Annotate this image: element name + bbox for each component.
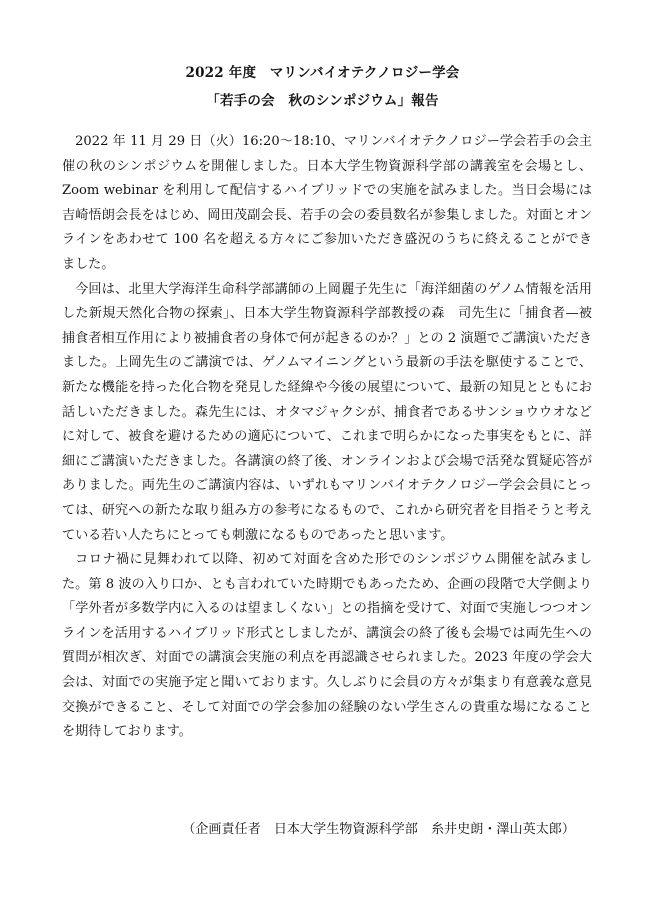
paragraph-lectures: 今回は、北里大学海洋生命科学部講師の上岡麗子先生に「海洋細菌のゲノム情報を活用した新規天然化合物の探索」、日本大学生物資源科学部教授の森 司先生に「捕食者—被捕食者相互作用により被捕食者の身体で何が起きるのか？」との 2 演題でご講演いただきました。上岡先生のご講演では、ゲノムマイニングという最新の手法を駆使することで、新たな機能を持った化合物を発見した経緯や今後の展望について、最新の知見とともにお話しいただきました。森先生には、オタマジャクシが、捕食者であるサンショウウオなどに対して、被食を避けるための適応について、これまで明らかになった事実をもとに、詳細にご講演いただきました。各講演の終了後、オンラインおよび会場で活発な質疑応答がありました。両先生のご講演内容は、いずれもマリンバイオテクノロジー学会会員にとっては、研究への新たな取り組み方の参考になるもので、これから研究者を目指そうと考えている若い人たちにとっても刺激になるものであったと思います。: [62, 281, 592, 543]
report-title-line-1: 2022 年度 マリンバイオテクノロジー学会: [185, 65, 460, 81]
report-body: [62, 130, 592, 745]
paragraph-reflection: コロナ禍に見舞われて以降、初めて対面を含めた形でのシンポジウム開催を試みました。第 8 波の入り口か、とも言われていた時期でもあったため、企画の段階で大学側より「学外者が多数学内に入るのは望ましくない」との指摘を受けて、対面で実施しつつオンラインを活用するハイブリッド形式としましたが、講演会の終了後も会場では両先生への質問が相次ぎ、対面での講演会実施の利点を再認識させられました。2023 年度の学会大会は、対面での実施予定と聞いております。久しぶりに会員の方々が集まり有意義な意見交換ができること、そして対面での学会参加の経験のない学生さんの貴重な場になることを期待しております。: [62, 552, 592, 740]
organizer-signature: （企画責任者 日本大学生物資源科学部 糸井史朗・澤山英太郎）: [182, 822, 575, 837]
report-title-line-2: 「若手の会 秋のシンポジウム」報告: [206, 93, 439, 109]
paragraph-overview: 2022 年 11 月 29 日（火）16:20～18:10、マリンバイオテクノロジー学会若手の会主催の秋のシンポジウムを開催しました。日本大学生物資源科学部の講義室を会場とし、Zoom webinar を利用して配信するハイブリッドでの実施を試みました。当日会場には吉崎悟朗会長をはじめ、岡田茂副会長、若手の会の委員数名が参集しました。対面とオンラインをあわせて 100 名を超える方々にご参加いただき盛況のうちに終えることができました。: [62, 134, 592, 272]
